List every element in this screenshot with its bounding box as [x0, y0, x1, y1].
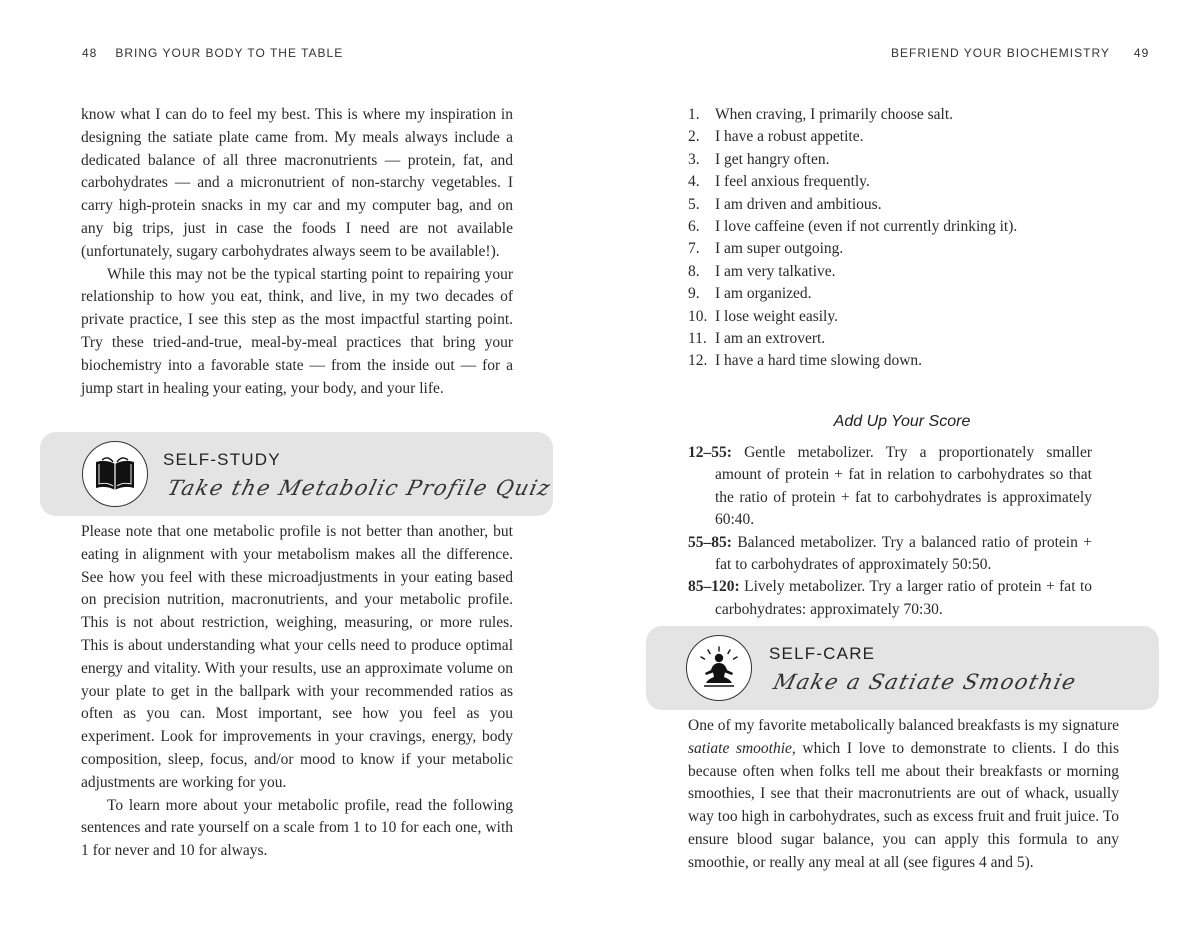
score-description: Gentle metabolizer. Try a proportionately smaller amount of protein + fat in relation to carbohydrates so that the ratio of protein + fat to carbohydrates is approximately 60:40.	[715, 444, 1093, 529]
callout-title: Take the Metabolic Profile Quiz	[165, 476, 554, 500]
quiz-item-text: I am super outgoing.	[715, 240, 844, 258]
quiz-item-text: I have a robust appetite.	[715, 128, 864, 146]
quiz-item	[688, 104, 1108, 126]
quiz-item	[688, 306, 1108, 328]
paragraph: know what I can do to feel my best. This is where my inspiration in designing the satiate plate came from. My meals always include a dedicated balance of all three macronutrients — protein, fat, and carbohydrates — and a micronutrient of non-starchy vegetables. I carry high-protein snacks in my car and my computer bag, and on any big trips, just in case the foods I need are not available (unfortunately, sugary carbohydrates always seem to be available!).	[81, 106, 513, 260]
score-range: 12–55:	[688, 444, 732, 461]
quiz-item-number: 1.	[688, 106, 700, 123]
quiz-item	[688, 283, 1108, 305]
quiz-item	[688, 126, 1108, 148]
page-number: 48	[82, 46, 98, 60]
meditating-person-icon	[686, 635, 752, 701]
score-range-item	[688, 576, 1092, 621]
quiz-item-number: 12.	[688, 352, 708, 370]
quiz-item-number: 3.	[688, 150, 700, 168]
self-care-callout	[646, 626, 1159, 710]
score-range-item	[688, 532, 1092, 577]
quiz-item	[688, 149, 1108, 171]
quiz-item	[688, 328, 1108, 350]
quiz-item-number: 4.	[688, 173, 700, 191]
quiz-item	[688, 216, 1108, 238]
paragraph-text: , which I love to demonstrate to clients. I do this because often when folks tell me about their breakfasts or morning smoothies, I see that their macronutrients are out of whack, usually way too high in carbohydrates, such as excess fruit and fruit juice. To ensure blood sugar balance, you can apply this formula to any smoothie, or really any meal at all (see figures 4 and 5).	[688, 739, 1119, 871]
score-ranges	[688, 442, 1092, 621]
quiz-item	[688, 350, 1108, 372]
quiz-item-text: I have a hard time slowing down.	[715, 352, 923, 370]
open-book-icon	[82, 441, 148, 507]
quiz-item-text: I love caffeine (even if not currently drinking it).	[715, 218, 1018, 236]
score-description: Balanced metabolizer. Try a balanced ratio of protein + fat to carbohydrates of approximately 50:50.	[715, 533, 1093, 574]
quiz-item-text: I feel anxious frequently.	[715, 173, 870, 191]
left-running-header	[82, 46, 343, 60]
quiz-item-number: 10.	[688, 307, 708, 325]
quiz-item-text: I get hangry often.	[715, 150, 830, 168]
callout-kicker: SELF-STUDY	[163, 450, 281, 469]
right-body-text	[688, 715, 1119, 875]
quiz-item-number: 6.	[688, 218, 700, 236]
quiz-item	[688, 194, 1108, 216]
right-page	[600, 0, 1200, 927]
paragraph: Please note that one metabolic profile is not better than another, but eating in alignment with your metabolism makes all the difference. See how you feel with these microadjustments in your eating based on precision nutrition, macronutrients, and your metabolic profile. This is not about restriction, weighing, measuring, or more rules. This is about understanding what your cells need to produce optimal energy and vitality. With your results, use an approximate volume on your plate to get in the ballpark with your recommended ratios as often as you can. Most important, see how you feel as you experiment. Look for improvements in your cravings, energy, body composition, sleep, focus, and/or mood to know if your metabolic adjustments are working for you.	[81, 523, 513, 791]
quiz-statement-list	[688, 104, 1108, 373]
callout-kicker: SELF-CARE	[769, 644, 876, 663]
score-heading: Add Up Your Score	[833, 413, 971, 430]
emphasized-term: satiate smoothie	[688, 739, 792, 757]
right-running-header	[891, 46, 1149, 60]
self-study-callout	[40, 432, 553, 516]
quiz-item-number: 5.	[688, 195, 700, 213]
quiz-item-text: I am organized.	[715, 285, 812, 303]
paragraph: To learn more about your metabolic profile, read the following sentences and rate yourself on a scale from 1 to 10 for each one, with 1 for never and 10 for always.	[81, 796, 513, 860]
quiz-item-text: I am driven and ambitious.	[715, 195, 882, 213]
quiz-item-text: When craving, I primarily choose salt.	[715, 106, 954, 123]
paragraph	[688, 715, 1119, 875]
callout-title: Make a Satiate Smoothie	[771, 670, 1080, 694]
paragraph: While this may not be the typical starting point to repairing your relationship to how you eat, think, and live, in my two decades of private practice, I see this step as the most impactful starting point. Try these tried-and-true, meal-by-meal practices that bring your biochemistry into a favorable state — from the inside out — for a jump start in healing your eating, your body, and your life.	[81, 265, 513, 397]
score-description: Lively metabolizer. Try a larger ratio of protein + fat to carbohydrates: approximately 70:30.	[715, 578, 1093, 618]
quiz-item	[688, 261, 1108, 283]
quiz-item-number: 7.	[688, 240, 700, 258]
score-range-item	[688, 442, 1092, 532]
quiz-item	[688, 238, 1108, 260]
left-intro-text	[81, 104, 513, 400]
left-body-text	[81, 521, 513, 863]
running-head: BRING YOUR BODY TO THE TABLE	[115, 46, 344, 60]
running-head: BEFRIEND YOUR BIOCHEMISTRY	[891, 46, 1110, 60]
quiz-item-number: 2.	[688, 128, 700, 146]
quiz-item-text: I lose weight easily.	[715, 307, 838, 325]
score-range: 55–85:	[688, 533, 732, 551]
quiz-item-number: 8.	[688, 262, 700, 280]
quiz-item-number: 11.	[688, 330, 707, 348]
quiz-item	[688, 171, 1108, 193]
paragraph-text: One of my favorite metabolically balanced breakfasts is my signature	[688, 717, 1119, 734]
page-number: 49	[1133, 46, 1150, 60]
quiz-item-text: I am an extrovert.	[715, 330, 826, 348]
quiz-item-number: 9.	[688, 285, 700, 303]
score-range: 85–120:	[688, 578, 740, 596]
quiz-item-text: I am very talkative.	[715, 262, 836, 280]
